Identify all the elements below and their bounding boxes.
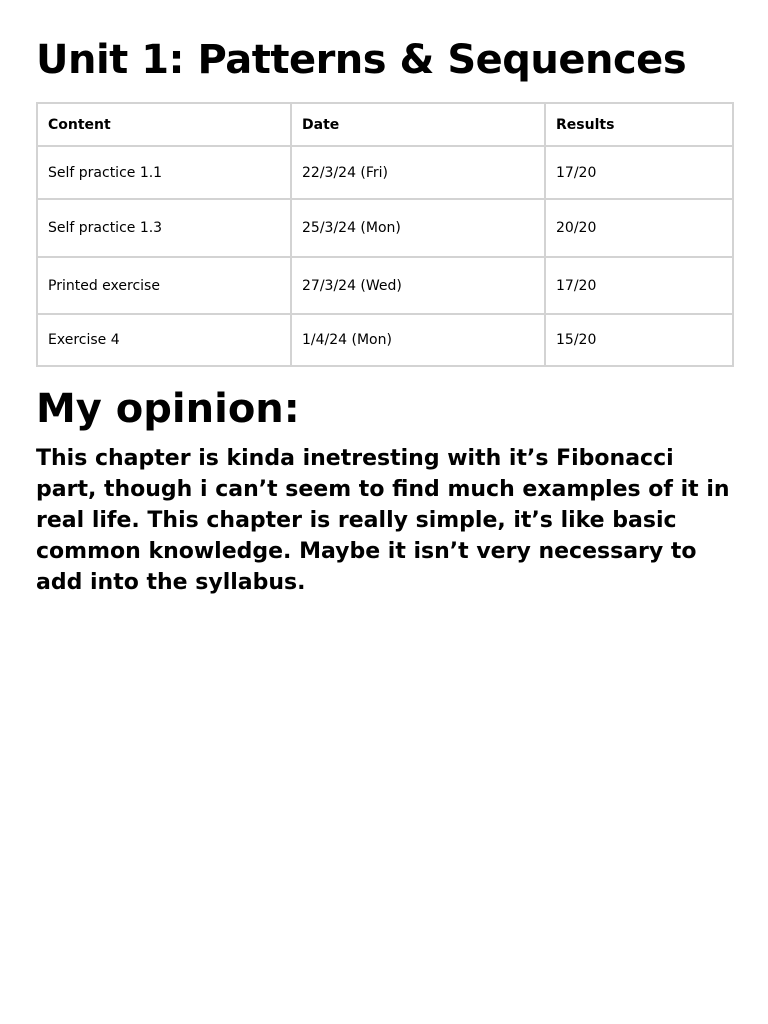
cell-content: Printed exercise — [37, 257, 291, 314]
page-title: Unit 1: Patterns & Sequences — [36, 37, 687, 83]
table-row — [37, 146, 733, 199]
cell-date: 1/4/24 (Mon) — [291, 314, 545, 366]
table-row — [37, 314, 733, 366]
cell-date: 27/3/24 (Wed) — [291, 257, 545, 314]
cell-content: Self practice 1.3 — [37, 199, 291, 257]
column-header-content: Content — [37, 103, 291, 146]
results-table — [36, 102, 734, 367]
column-header-results: Results — [545, 103, 733, 146]
cell-content: Self practice 1.1 — [37, 146, 291, 199]
cell-date: 22/3/24 (Fri) — [291, 146, 545, 199]
opinion-heading: My opinion: — [36, 386, 300, 432]
opinion-paragraph: This chapter is kinda inetresting with it’s Fibonacci part, though i can’t seem to find much examples of it in real life. This chapter is really simple, it’s like basic common knowledge. Maybe it isn’t very necessary to add into the syllabus. — [36, 446, 730, 595]
column-header-date: Date — [291, 103, 545, 146]
cell-result: 17/20 — [545, 146, 733, 199]
cell-date: 25/3/24 (Mon) — [291, 199, 545, 257]
cell-content: Exercise 4 — [37, 314, 291, 366]
cell-result: 20/20 — [545, 199, 733, 257]
document-page — [36, 0, 732, 598]
table-row — [37, 199, 733, 257]
cell-result: 15/20 — [545, 314, 733, 366]
cell-result: 17/20 — [545, 257, 733, 314]
table-row — [37, 257, 733, 314]
table-header-row — [37, 103, 733, 146]
